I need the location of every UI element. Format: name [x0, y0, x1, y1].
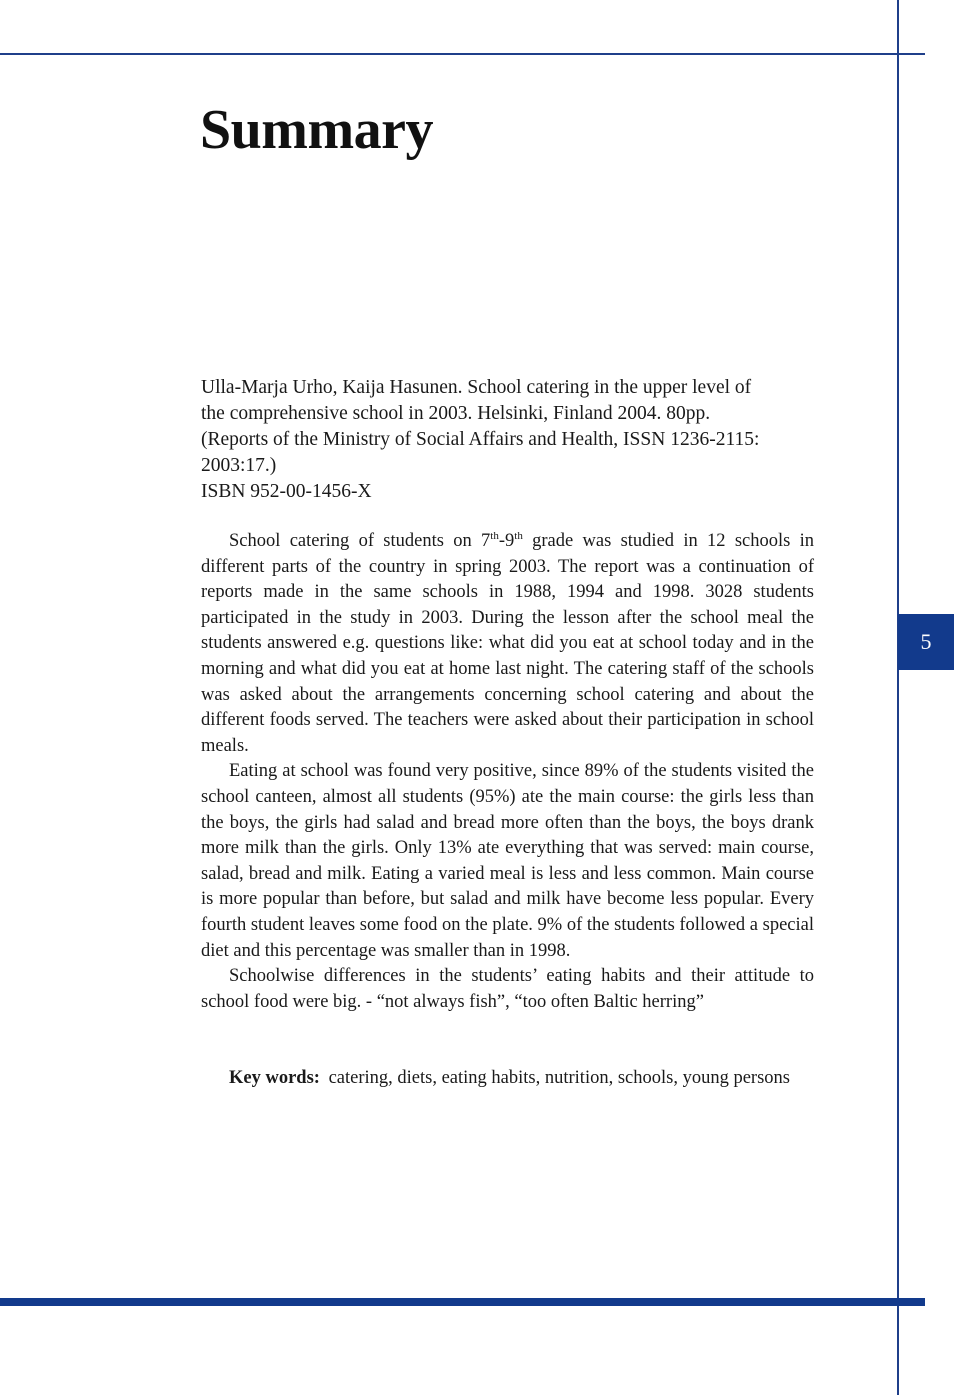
- p1-text-rest: grade was studied in 12 schools in different parts of the country in spring 2003. The report was a continuation of reports made in the same schools in 1988, 1994 and 1998. 3028 students participated in the study in 2003. During the lesson after the school meal the students answered e.g. questions like: what did you eat at school today and in the morning and what did you eat at home last night. The catering staff of the schools was asked about the arrangements concerning school catering and about the different foods served. The teachers were asked about their participation in school meals.: [201, 531, 815, 756]
- p1-text-mid: -9: [498, 531, 515, 551]
- keywords-block: [201, 1066, 814, 1092]
- right-margin-rule: [897, 0, 899, 1395]
- superscript-th: th: [514, 529, 523, 542]
- keywords-text: catering, diets, eating habits, nutrition, schools, young persons: [328, 1068, 790, 1088]
- p1-text-start: School catering of students on 7: [229, 531, 491, 551]
- citation-line: Ulla-Marja Urho, Kaija Hasunen. School catering in the upper level of: [201, 377, 752, 398]
- citation-block: [201, 375, 841, 505]
- citation-line: (Reports of the Ministry of Social Affairs and Health, ISSN 1236-2115:: [201, 429, 760, 450]
- keywords-label: Key words:: [229, 1068, 320, 1088]
- bottom-rule: [0, 1298, 925, 1306]
- citation-line: the comprehensive school in 2003. Helsinki, Finland 2004. 80pp.: [201, 403, 711, 424]
- citation-line: 2003:17.): [201, 455, 277, 476]
- isbn-line: ISBN 952-00-1456-X: [201, 481, 372, 502]
- abstract-paragraph-1: [201, 529, 814, 759]
- abstract-paragraph-3: Schoolwise differences in the students’ eating habits and their attitude to school food were big. - “not always fish”, “too often Baltic herring”: [201, 966, 814, 1012]
- page-title: Summary: [200, 99, 433, 161]
- page-number: 5: [920, 629, 932, 654]
- page-number-tab: [898, 614, 954, 670]
- abstract-paragraph-2: Eating at school was found very positive, since 89% of the students visited the school canteen, almost all students (95%) ate the main course: the girls less than the boys, the girls had salad and bread more often than the boys, the boys drank more milk than the girls. Only 13% ate everything that was served: main course, salad, bread and milk. Eating a varied meal is less and less common. Main course is more popular than before, but salad and milk have become less popular. Every fourth student leaves some food on the plate. 9% of the students followed a special diet and this percentage was smaller than in 1998.: [201, 761, 814, 961]
- abstract-body: [201, 529, 814, 1015]
- superscript-th: th: [490, 529, 499, 542]
- top-rule: [0, 53, 925, 55]
